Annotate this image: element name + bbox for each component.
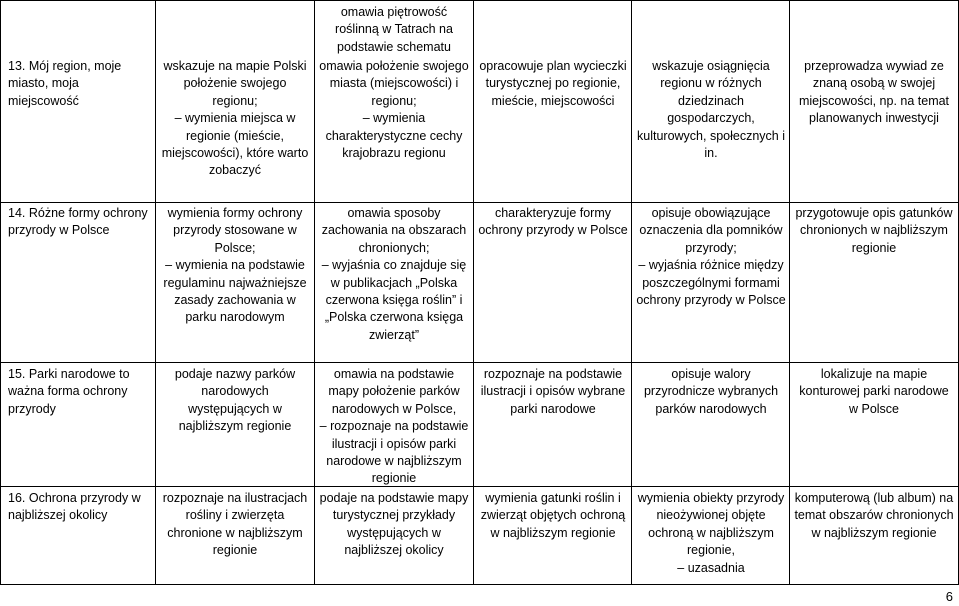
row15-col4: opisuje walory przyrodnicze wybranych parków narodowych [643, 367, 779, 416]
row14-col4: opisuje obowiązujące oznaczenia dla pomników przyrody; – wyjaśnia różnice między poszczególnymi formami ochrony przyrody w Polsce [636, 206, 786, 308]
row13-col4: wskazuje osiągnięcia regionu w różnych dziedzinach gospodarczych, kulturowych, społecznych i in. [637, 59, 785, 161]
row13-col5: przeprowadza wywiad ze znaną osobą w swojej miejscowości, np. na temat planowanych inwestycji [798, 59, 950, 126]
topic-16: 16. Ochrona przyrody w najbliższej okolicy [8, 491, 141, 523]
row15-col1: podaje nazwy parków narodowych występujących w najbliższym regionie [174, 367, 296, 434]
row16-col5: komputerową (lub album) na temat obszarów chronionych w najbliższym regionie [794, 491, 954, 540]
page-number: 6 [945, 589, 953, 604]
row15-col2: omawia na podstawie mapy położenie parków narodowych w Polsce, – rozpoznaje na podstawie ilustracji i opisów parki narodowe w najbliższym regionie [319, 367, 469, 486]
row14-col2: omawia sposoby zachowania na obszarach chronionych; – wyjaśnia co znajduje się w publikacjach „Polska czerwona księga roślin” i „Polska czerwona księga zwierząt” [321, 206, 467, 342]
row16-col3: wymienia gatunki roślin i zwierząt objętych ochroną w najbliższym regionie [480, 491, 626, 540]
topic-14: 14. Różne formy ochrony przyrody w Polsce [8, 206, 148, 238]
row13-col1: wskazuje na mapie Polski położenie swojego regionu; – wymienia miejsca w regionie (mieście, miejscowości), które warto zobaczyć [161, 59, 309, 178]
row14-col5: przygotowuje opis gatunków chronionych w najbliższym regionie [795, 206, 953, 255]
topic-13: 13. Mój region, moje miasto, moja miejscowość [8, 59, 122, 108]
row13-col3: opracowuje plan wycieczki turystycznej po regionie, mieście, miejscowości [479, 59, 627, 108]
top-fragment: omawia piętrowość roślinną w Tatrach na podstawie schematu [335, 5, 453, 54]
row16-col4: wymienia obiekty przyrody nieożywionej objęte ochroną w najbliższym regionie, – uzasadnia [637, 491, 785, 575]
row15-col3: rozpoznaje na podstawie ilustracji i opisów wybrane parki narodowe [480, 367, 626, 416]
row15-col5: lokalizuje na mapie konturowej parki narodowe w Polsce [799, 367, 949, 416]
row16-col2: podaje na podstawie mapy turystycznej przykłady występujących w najbliższej okolicy [319, 491, 469, 558]
row14-col1: wymienia formy ochrony przyrody stosowane w Polsce; – wymienia na podstawie regulaminu najważniejsze zasady zachowania w parku narodowym [163, 206, 307, 325]
row13-col2: omawia położenie swojego miasta (miejscowości) i regionu; – wymienia charakterystyczne cechy krajobrazu regionu [319, 59, 469, 161]
row16-col1: rozpoznaje na ilustracjach rośliny i zwierzęta chronione w najbliższym regionie [162, 491, 308, 558]
row14-col3: charakteryzuje formy ochrony przyrody w Polsce [478, 206, 628, 238]
topic-15: 15. Parki narodowe to ważna forma ochrony przyrody [8, 367, 130, 416]
